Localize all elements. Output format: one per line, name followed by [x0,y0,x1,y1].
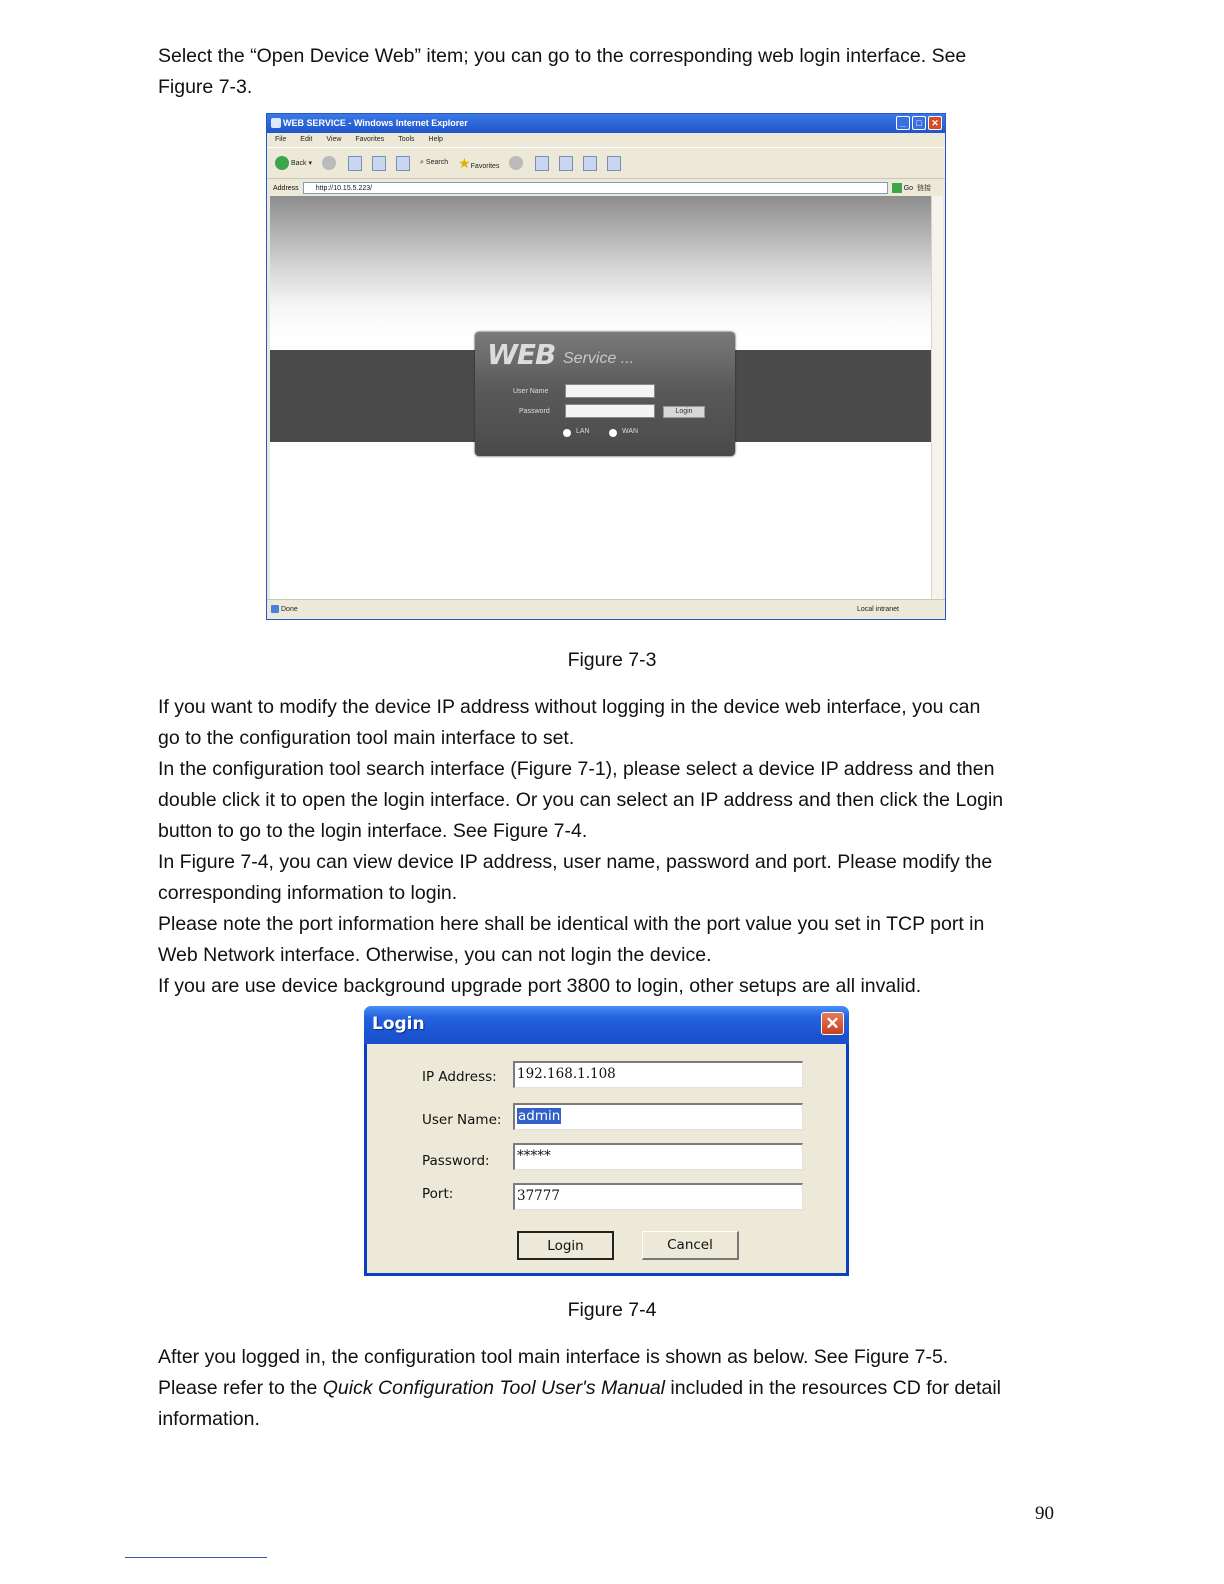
body-p2a: In the configuration tool search interface (Figure 7-1), please select a device IP address and then [158,758,995,780]
search-label: Search [425,159,449,166]
minimize-icon[interactable]: _ [896,116,910,130]
page-number: 90 [1035,1503,1054,1524]
manual-title: Quick Configuration Tool User's Manual [322,1377,666,1399]
lan-label: LAN [576,428,590,435]
ie-title-text: WEB SERVICE - Windows Internet Explorer [283,118,468,128]
web-login-button[interactable]: Login [663,406,705,418]
after-p2-post: included in the resources CD for detail [665,1377,1002,1399]
user-name-value: admin [518,1108,561,1124]
body-p1a: If you want to modify the device IP address without logging in the device web interface, you can [158,696,981,718]
print-icon[interactable] [559,156,573,171]
login-dialog-title: Login [372,1014,425,1034]
login-dialog-title-bar [364,1006,849,1044]
stop-icon[interactable] [348,156,362,171]
cancel-button[interactable]: Cancel [642,1231,739,1260]
menu-view[interactable]: View [326,136,342,143]
web-username-label: User Name [513,388,549,395]
star-icon: ★ [458,154,471,171]
search-button[interactable] [420,159,448,167]
wan-label: WAN [622,428,639,435]
after-paragraphs [158,1342,1054,1435]
ie-menu-bar [267,133,945,147]
web-username-input[interactable] [565,384,655,398]
password-label: Password: [422,1153,490,1169]
port-label: Port: [422,1186,454,1202]
go-button[interactable] [892,183,913,193]
lan-radio[interactable] [563,429,571,437]
search-icon: ⌕ [420,159,424,166]
after-p1: After you logged in, the configuration tool main interface is shown as below. See Figure 7-5. [158,1346,949,1368]
forward-icon[interactable] [322,156,336,170]
ie-toolbar [267,147,945,179]
port-input[interactable]: 37777 [513,1183,803,1210]
menu-favorites[interactable]: Favorites [355,136,385,143]
user-name-input[interactable] [513,1103,803,1130]
ie-logo-icon [271,118,281,128]
menu-tools[interactable]: Tools [398,136,415,143]
body-p1b: go to the configuration tool main interface to set. [158,727,575,749]
ie-title-bar [267,114,945,133]
ie-page-content [270,196,931,600]
ie-status-bar [267,599,945,619]
figure-7-4-caption: Figure 7-4 [567,1299,657,1321]
user-name-label: User Name: [422,1112,502,1128]
figure-7-3-caption: Figure 7-3 [567,649,657,671]
edit-icon[interactable] [583,156,597,171]
web-password-label: Password [519,408,550,415]
password-input[interactable]: ***** [513,1143,803,1170]
footer-rule [125,1557,267,1558]
refresh-icon[interactable] [372,156,386,171]
address-label: Address [273,184,299,192]
body-p5: If you are use device background upgrade port 3800 to login, other setups are all invalid. [158,975,922,997]
body-p3b: corresponding information to login. [158,882,458,904]
maximize-icon[interactable]: □ [912,116,926,130]
intro-line-2: Figure 7-3. [158,76,253,98]
ie-window-screenshot [266,113,946,620]
links-label[interactable]: 链接 [917,185,932,192]
menu-edit[interactable]: Edit [300,136,313,143]
after-p2-end: information. [158,1408,260,1430]
web-password-input[interactable] [565,404,655,418]
back-button[interactable]: Back ▾ [275,156,312,170]
menu-file[interactable]: File [275,136,287,143]
status-zone: Local intranet [856,606,899,613]
favorites-label: Favorites [470,162,500,170]
web-login-panel [475,332,735,456]
address-bar [267,179,945,197]
ip-address-input[interactable]: 192.168.1.108 [513,1061,803,1088]
wan-radio[interactable] [609,429,617,437]
body-p3a: In Figure 7-4, you can view device IP address, user name, password and port. Please modify the [158,851,993,873]
home-icon[interactable] [396,156,410,171]
history-icon[interactable] [509,156,523,170]
address-input[interactable] [303,182,888,194]
ie-vertical-scrollbar[interactable] [931,196,943,600]
favorites-button[interactable] [458,155,499,172]
body-p4a: Please note the port information here shall be identical with the port value you set in TCP port in [158,913,985,935]
body-p4b: Web Network interface. Otherwise, you can not login the device. [158,944,712,966]
intro-paragraph [158,41,1054,103]
back-icon [275,156,289,170]
go-label: Go [903,184,914,192]
close-icon[interactable]: ✕ [821,1012,844,1035]
mail-icon[interactable] [535,156,549,171]
status-done: Done [281,606,298,613]
login-button[interactable]: Login [517,1231,614,1260]
web-logo: WEB [487,338,556,371]
body-p2b: double click it to open the login interface. Or you can select an IP address and then click the Login [158,789,1004,811]
close-icon[interactable]: ✕ [928,116,942,130]
login-dialog [364,1006,849,1276]
body-p2c: button to go to the login interface. See Figure 7-4. [158,820,588,842]
web-logo-sub: Service ... [563,350,635,367]
ip-address-label: IP Address: [422,1069,497,1085]
go-icon [892,183,902,193]
after-p2-pre: Please refer to the [158,1377,323,1399]
intro-line-1: Select the “Open Device Web” item; you can go to the corresponding web login interface. See [158,45,967,67]
page-done-icon [271,605,279,613]
menu-help[interactable]: Help [428,136,443,143]
address-value: http://10.15.5.223/ [315,185,373,192]
folder-icon[interactable] [607,156,621,171]
back-label: Back [291,159,307,167]
body-paragraphs [158,692,1054,1002]
